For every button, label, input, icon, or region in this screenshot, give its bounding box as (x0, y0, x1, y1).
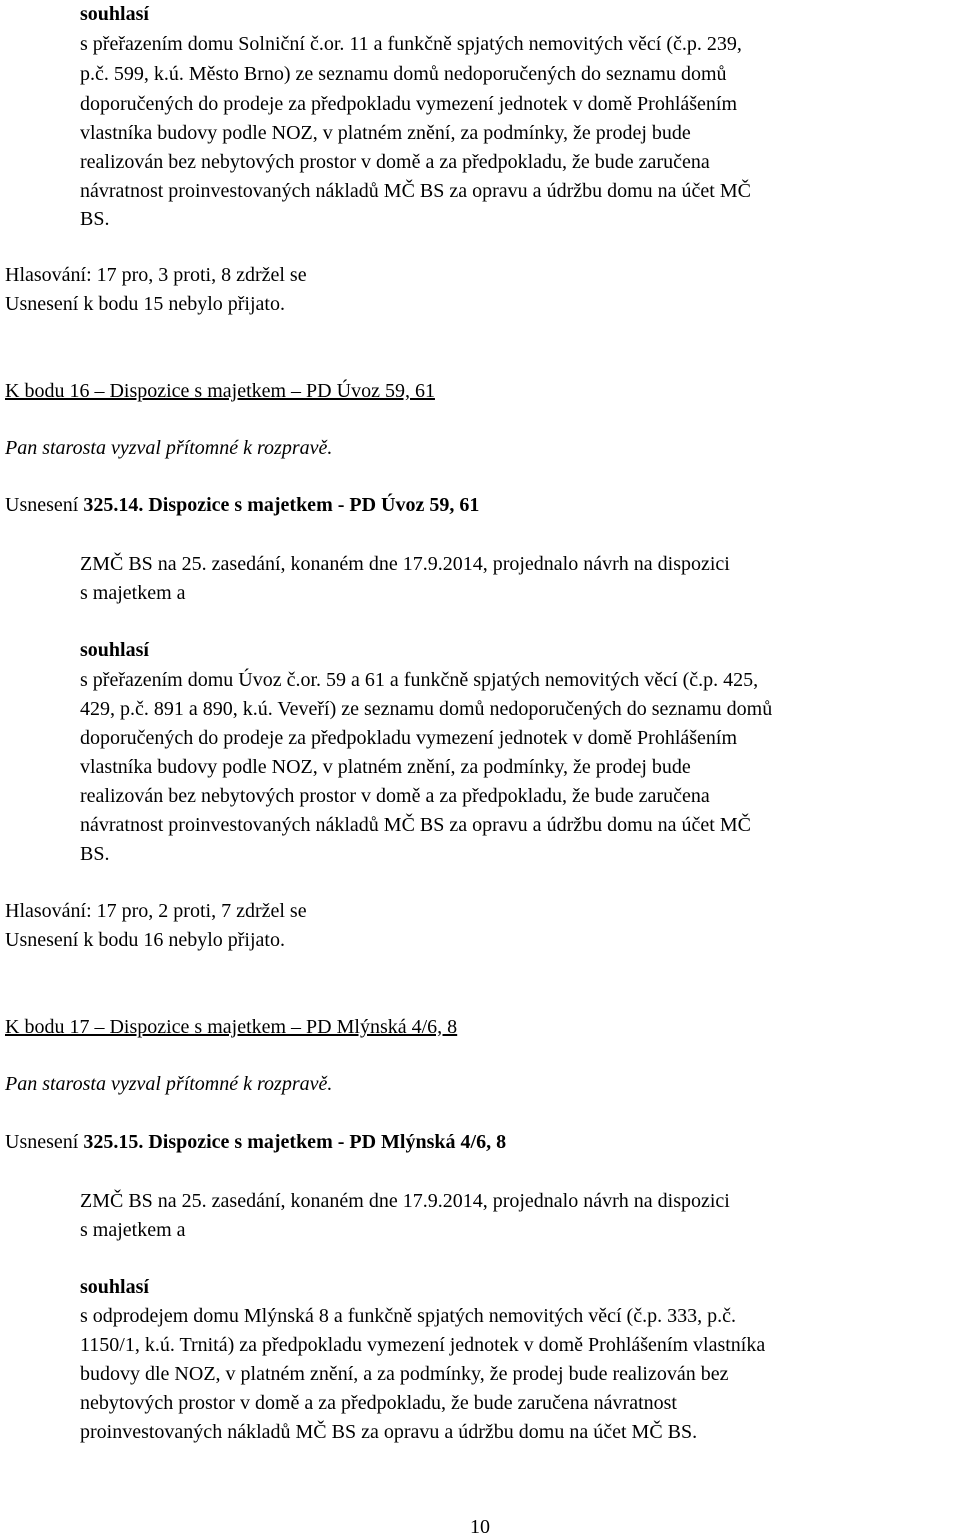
paragraph-line: proinvestovaných nákladů MČ BS za opravu a údržbu domu na účet MČ BS. (80, 1421, 698, 1443)
line-text: s přeřazením domu Solniční č.or. 11 a funkčně spjatých nemovitých věcí (č.p. 239, (80, 33, 742, 55)
paragraph-line: budovy dle NOZ, v platném znění, a za podmínky, že prodej bude realizován bez (80, 1363, 729, 1385)
resolution-number-title: 325.15. Dispozice s majetkem - PD Mlýnská 4/6, 8 (83, 1131, 507, 1153)
discussion-invite: Pan starosta vyzval přítomné k rozpravě. (5, 437, 333, 459)
paragraph-line: nebytových prostor v domě a za předpokladu, že bude zaručena návratnost (80, 1392, 677, 1414)
paragraph-line: BS. (80, 208, 110, 230)
paragraph-line: vlastníka budovy podle NOZ, v platném znění, za podmínky, že prodej bude (80, 756, 691, 778)
paragraph-line: realizován bez nebytových prostor v domě a za předpokladu, že bude zaručena (80, 785, 710, 807)
paragraph-line: doporučených do prodeje za předpokladu vymezení jednotek v domě Prohlášením (80, 93, 738, 115)
paragraph-line: 1150/1, k.ú. Trnitá) za předpokladu vymezení jednotek v domě Prohlášením vlastníka (80, 1334, 766, 1356)
resolution-title (5, 1130, 506, 1154)
page-number: 10 (470, 1516, 490, 1538)
paragraph-line: vlastníka budovy podle NOZ, v platném znění, za podmínky, že prodej bude (80, 122, 691, 144)
resolution-outcome: Usnesení k bodu 15 nebylo přijato. (5, 293, 285, 315)
line-text: s odprodejem domu Mlýnská 8 a funkčně spjatých nemovitých věcí (č.p. 333, p.č. (80, 1305, 736, 1327)
resolution-prefix: Usnesení (5, 494, 84, 516)
agenda-item-heading: K bodu 17 – Dispozice s majetkem – PD Mlýnská 4/6, 8 (5, 1016, 458, 1038)
paragraph-line (80, 32, 956, 56)
approval-keyword: souhlasí (80, 3, 149, 25)
paragraph-line: BS. (80, 843, 110, 865)
line-text: s přeřazením domu Úvoz č.or. 59 a 61 a funkčně spjatých nemovitých věcí (č.p. 425, (80, 669, 759, 691)
resolution-title (5, 493, 479, 517)
resolution-intro: s majetkem a (80, 582, 186, 604)
paragraph-line: návratnost proinvestovaných nákladů MČ BS za opravu a údržbu domu na účet MČ (80, 180, 751, 202)
resolution-outcome: Usnesení k bodu 16 nebylo přijato. (5, 929, 285, 951)
vote-result: Hlasování: 17 pro, 2 proti, 7 zdržel se (5, 900, 307, 922)
resolution-intro: s majetkem a (80, 1219, 186, 1241)
paragraph-line: návratnost proinvestovaných nákladů MČ BS za opravu a údržbu domu na účet MČ (80, 814, 751, 836)
resolution-intro: ZMČ BS na 25. zasedání, konaném dne 17.9.2014, projednalo návrh na dispozici (80, 553, 730, 575)
agenda-item-heading: K bodu 16 – Dispozice s majetkem – PD Úvoz 59, 61 (5, 380, 435, 402)
paragraph-line: 429, p.č. 891 a 890, k.ú. Veveří) ze seznamu domů nedoporučených do seznamu domů (80, 698, 773, 720)
paragraph-line (80, 668, 956, 692)
paragraph-line: realizován bez nebytových prostor v domě a za předpokladu, že bude zaručena (80, 151, 710, 173)
approval-keyword: souhlasí (80, 639, 149, 661)
approval-keyword: souhlasí (80, 1276, 149, 1298)
resolution-intro: ZMČ BS na 25. zasedání, konaném dne 17.9.2014, projednalo návrh na dispozici (80, 1190, 730, 1212)
resolution-number-title: 325.14. Dispozice s majetkem - PD Úvoz 59, 61 (83, 494, 480, 516)
paragraph-line: doporučených do prodeje za předpokladu vymezení jednotek v domě Prohlášením (80, 727, 738, 749)
resolution-prefix: Usnesení (5, 1131, 84, 1153)
paragraph-line (80, 1304, 956, 1328)
vote-result: Hlasování: 17 pro, 3 proti, 8 zdržel se (5, 264, 307, 286)
discussion-invite: Pan starosta vyzval přítomné k rozpravě. (5, 1073, 333, 1095)
paragraph-line: p.č. 599, k.ú. Město Brno) ze seznamu domů nedoporučených do seznamu domů (80, 63, 727, 85)
